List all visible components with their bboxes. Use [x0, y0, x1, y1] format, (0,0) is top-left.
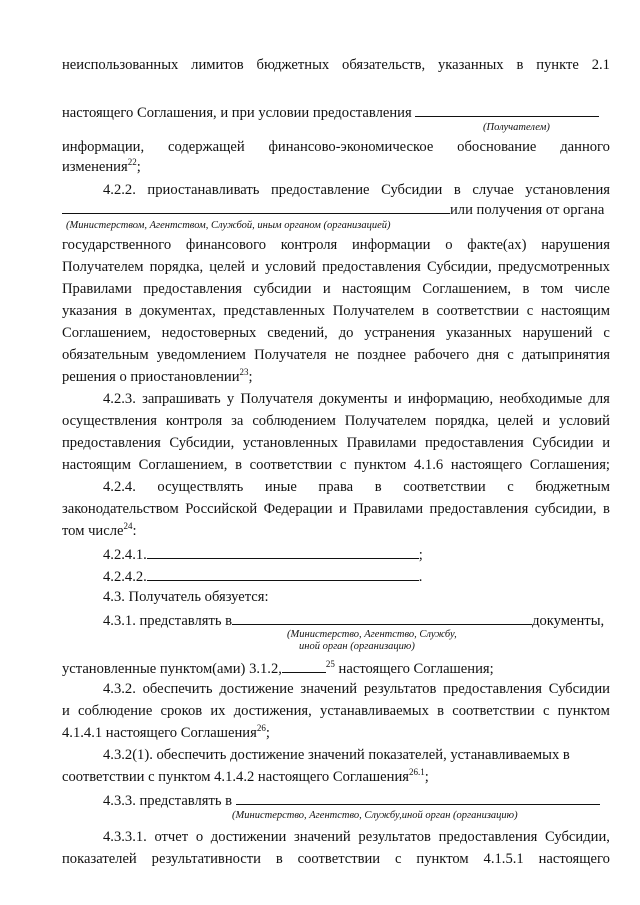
word: осуществлять	[157, 479, 244, 495]
word: бюджетным	[535, 479, 610, 495]
word: настоящего	[538, 851, 610, 867]
text-line	[103, 392, 610, 407]
ministry-blank	[62, 201, 450, 214]
word: Получателем	[332, 303, 415, 319]
word: соответствии	[297, 851, 381, 867]
word: в	[437, 703, 445, 719]
word: достижения,	[233, 703, 312, 719]
text-line	[62, 414, 610, 429]
blank-line	[282, 660, 326, 673]
word: пунктом	[354, 457, 407, 473]
word: предоставления	[143, 281, 242, 297]
word: и	[322, 281, 331, 297]
word: обязательств,	[342, 57, 426, 73]
text-line	[62, 326, 610, 341]
word: пунктом	[416, 851, 469, 867]
word: о	[195, 829, 204, 845]
word: субсидии	[253, 281, 312, 297]
word: информации,	[62, 139, 145, 155]
word: предоставления	[438, 829, 538, 845]
text-line	[62, 260, 610, 275]
word: запрашивать	[142, 391, 221, 407]
word: субсидии,	[534, 501, 597, 517]
word: в	[275, 851, 283, 867]
word: с	[507, 479, 514, 495]
word: достижении	[210, 829, 287, 845]
word: факте(ах)	[467, 237, 527, 253]
ministry-blank	[236, 792, 600, 805]
footnote-ref: 23	[239, 367, 249, 378]
word: осуществления	[62, 413, 157, 429]
word: указанных	[438, 57, 504, 73]
text-line	[103, 830, 610, 845]
word: том	[540, 281, 564, 297]
ministry-caption: (Министерством, Агентством, Службой, иным органом (организацией)	[66, 220, 391, 231]
word: Субсидии	[532, 435, 594, 451]
word: и	[602, 435, 610, 451]
text-line: 4.1.4.1 настоящего Соглашения$^{26}$;	[62, 723, 270, 741]
word: 4.2.4.	[103, 479, 136, 495]
text-line	[62, 458, 610, 473]
word: Субсидии,	[169, 435, 235, 451]
text-line: 4.3.1. представлять в документы,	[103, 613, 605, 629]
word: в	[516, 57, 524, 73]
word: их	[210, 703, 226, 719]
blank-line	[147, 546, 419, 559]
word: с	[339, 457, 347, 473]
word: у	[226, 391, 235, 407]
text-line	[103, 682, 610, 697]
word: нарушения	[541, 237, 610, 253]
text-line	[103, 480, 610, 495]
text-line: или получения от органа	[62, 201, 610, 218]
word: недостоверных	[161, 325, 257, 341]
word: и	[339, 501, 347, 517]
word: предоставления	[62, 435, 161, 451]
word: установления	[525, 182, 610, 198]
word: устанавливаемых	[320, 703, 429, 719]
word: государственного	[62, 237, 172, 253]
word: уведомлением	[156, 347, 246, 363]
text-line: решения о приостановлении$^{23}$;	[62, 367, 253, 385]
word: в	[421, 303, 429, 319]
word: представленных	[223, 303, 326, 319]
word: не	[334, 347, 350, 363]
recipient-blank	[415, 104, 599, 117]
word: соблюдением	[252, 413, 336, 429]
text-line	[62, 348, 610, 363]
text-line: 4.3. Получатель обязуется:	[103, 589, 269, 605]
word: законодательством	[62, 501, 179, 517]
word: 4.2.3.	[103, 391, 136, 407]
word: финансово-экономическое	[268, 139, 434, 155]
word: пунктом	[557, 703, 610, 719]
word: до	[338, 325, 354, 341]
text-line	[62, 852, 610, 867]
word: обеспечить	[142, 681, 213, 697]
word: соответствии	[403, 479, 486, 495]
word: достижение	[219, 681, 294, 697]
word: соблюдение	[78, 703, 153, 719]
word: 4.1.5.1	[483, 851, 524, 867]
word: и	[251, 259, 260, 275]
word: Соглашения;	[529, 457, 610, 473]
word: условий	[559, 413, 610, 429]
text-line: изменения$^{22}$;	[62, 157, 141, 175]
word: показателей	[62, 851, 137, 867]
word: результативности	[151, 851, 261, 867]
word: необходимые	[499, 391, 583, 407]
word: обязательным	[62, 347, 149, 363]
word: в	[235, 457, 242, 473]
ministry-caption: (Министерство, Агентство, Службу,	[287, 629, 457, 640]
word: устранения	[364, 325, 436, 341]
word: настоящим	[342, 281, 411, 297]
word: целей	[497, 413, 534, 429]
text-line: 4.3.2(1). обеспечить достижение значений показателей, устанавливаемых в	[103, 747, 570, 763]
word: предоставление	[270, 182, 370, 198]
word: отчет	[154, 829, 189, 845]
word: порядка,	[149, 259, 204, 275]
ministry-caption: иной орган (организацию)	[299, 641, 415, 652]
text-line	[62, 502, 610, 517]
word: датыпринятия	[521, 347, 610, 363]
text-line	[62, 238, 610, 253]
word: условий	[265, 259, 316, 275]
word: значений	[300, 681, 358, 697]
word: целей	[209, 259, 246, 275]
word: с	[507, 347, 514, 363]
word: с	[526, 303, 534, 319]
word: за	[231, 413, 244, 429]
word: предоставления	[424, 435, 524, 451]
word: для	[588, 391, 610, 407]
word: и	[542, 413, 551, 429]
word: содержащей	[167, 139, 245, 155]
ministry-blank	[232, 612, 532, 625]
word: информации	[351, 237, 431, 253]
word: предоставления	[443, 681, 542, 697]
word: документах,	[139, 303, 216, 319]
text-line: 4.3.3. представлять в	[103, 792, 610, 809]
word: приостанавливать	[147, 182, 260, 198]
word: случае	[472, 182, 514, 198]
word: Получателем	[62, 259, 144, 275]
text-line: установленные пунктом(ами) 3.1.2, $^{25}$ настоящего Соглашения;	[62, 659, 494, 677]
word: установленных	[242, 435, 338, 451]
word: результатов	[358, 829, 431, 845]
word: 4.3.3.1.	[103, 829, 147, 845]
word: Правилами	[346, 435, 417, 451]
word: предоставления	[322, 259, 421, 275]
footnote-ref: 24	[123, 521, 133, 532]
word: иные	[264, 479, 297, 495]
word: Соглашением,	[138, 457, 228, 473]
word: указания	[62, 303, 118, 319]
word: и	[393, 391, 402, 407]
word: бюджетных	[256, 57, 330, 73]
footnote-ref: 26.1	[408, 767, 425, 778]
word: обоснование	[457, 139, 537, 155]
word: Соглашением,	[422, 281, 512, 297]
word: предусмотренных	[497, 259, 610, 275]
text-line	[62, 704, 610, 719]
word: о	[445, 237, 453, 253]
word: нарушений	[522, 325, 593, 341]
word: настоящего	[450, 457, 523, 473]
word: Правилами	[62, 281, 132, 297]
blank-line	[147, 568, 419, 581]
word: пункте	[536, 57, 579, 73]
word: 4.2.2.	[103, 182, 136, 198]
word: в	[453, 182, 461, 198]
text-line	[103, 183, 610, 198]
word: и	[62, 703, 70, 719]
word: Получателя	[240, 391, 313, 407]
word: соответствии	[249, 457, 333, 473]
word: 4.1.6	[413, 457, 444, 473]
word: сведений,	[267, 325, 328, 341]
word: позднее	[357, 347, 407, 363]
word: соответствии	[436, 303, 520, 319]
word: Субсидии,	[426, 259, 492, 275]
word: числе	[574, 281, 610, 297]
text-line	[62, 282, 610, 297]
word: настоящим	[62, 457, 131, 473]
text-line	[62, 436, 610, 451]
word: контроля	[280, 237, 338, 253]
word: Получателем	[344, 413, 427, 429]
text-line: настоящего Соглашения, и при условии предоставления	[62, 104, 610, 121]
footnote-ref: 26	[256, 723, 266, 734]
ministry-caption: (Министерство, Агентство, Службу,иной орган (организацию)	[232, 810, 518, 821]
word: в	[522, 281, 530, 297]
text-line: 4.2.4.1. ;	[103, 547, 423, 563]
word: предоставления	[429, 501, 529, 517]
word: Субсидии	[381, 182, 443, 198]
word: порядка,	[435, 413, 489, 429]
footnote-ref: 25	[325, 659, 335, 670]
word: права	[318, 479, 354, 495]
word: финансового	[185, 237, 267, 253]
word: Российской	[185, 501, 258, 517]
word: с	[395, 851, 402, 867]
word: неиспользованных	[62, 57, 179, 73]
word: указанных	[446, 325, 512, 341]
word: документы	[319, 391, 388, 407]
word: Субсидии,	[545, 829, 610, 845]
text-line	[62, 58, 610, 73]
word: лимитов	[191, 57, 244, 73]
word: с	[603, 325, 610, 341]
text-line	[62, 304, 610, 319]
word: информацию,	[407, 391, 494, 407]
footnote-ref: 22	[127, 157, 137, 168]
word: в	[374, 479, 382, 495]
word: с	[542, 703, 550, 719]
text-line: том числе$^{24}$:	[62, 521, 137, 539]
word: настоящим	[540, 303, 610, 319]
word: Правилами	[353, 501, 424, 517]
text-line: соответствии с пунктом 4.1.4.2 настоящего Соглашения$^{26.1}$;	[62, 767, 429, 785]
text-line	[62, 140, 610, 155]
word: сроков	[160, 703, 203, 719]
word: Федерации	[263, 501, 333, 517]
word: значений	[294, 829, 351, 845]
word: рабочего	[414, 347, 470, 363]
word: результатов	[363, 681, 437, 697]
word: 2.1	[591, 57, 610, 73]
word: в	[603, 501, 610, 517]
word: контроля	[165, 413, 223, 429]
word: 4.3.2.	[103, 681, 136, 697]
word: Получателя	[254, 347, 327, 363]
word: соответствии	[452, 703, 535, 719]
text-line: 4.2.4.2. .	[103, 569, 423, 585]
word: в	[124, 303, 132, 319]
word: Соглашением,	[62, 325, 151, 341]
word: дня	[477, 347, 500, 363]
word: Субсидии	[548, 681, 610, 697]
recipient-caption: (Получателем)	[483, 122, 550, 133]
word: данного	[560, 139, 610, 155]
